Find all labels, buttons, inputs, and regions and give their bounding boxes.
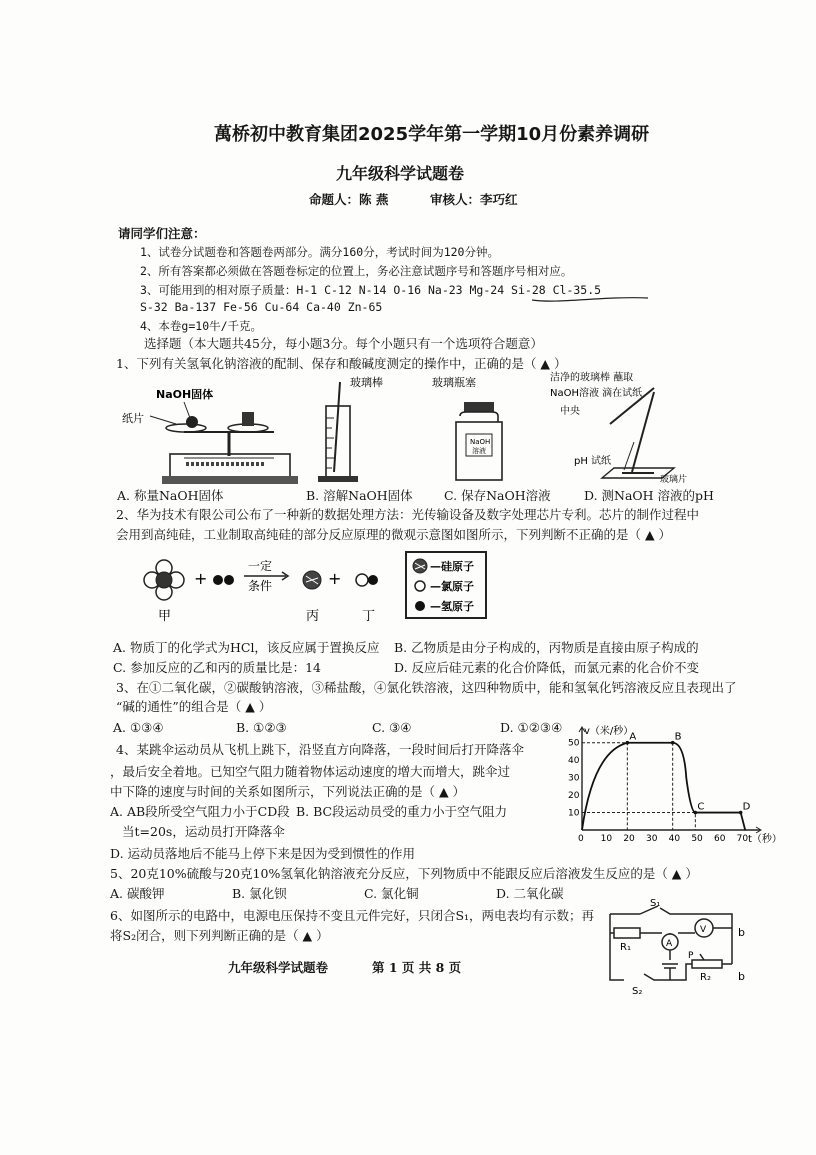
footer-page-number: 第 1 页 共 8 页	[372, 960, 462, 975]
q4-stem-3: 中下降的速度与时间的关系如图所示，下列说法正确的是（ ▲ ）	[110, 784, 466, 799]
q2-option-c: C. 参加反应的乙和丙的质量比是：14	[113, 660, 321, 675]
molecule-bing	[303, 571, 321, 589]
q1-option-d: D. 测NaOH 溶液的pH	[584, 488, 714, 503]
author-label: 命题人：陈 燕	[309, 192, 389, 207]
q3-option-c: C. ③④	[372, 720, 412, 735]
q2-reaction-diagram	[140, 548, 500, 628]
q3-option-b: B. ①②③	[236, 720, 287, 735]
svg-text:+: +	[328, 569, 342, 588]
cylinder-illustration	[318, 382, 358, 482]
clean-rod-label-3: 中央	[560, 406, 580, 417]
x-tick-label: 50	[691, 834, 703, 844]
q3-option-a: A. ①③④	[113, 720, 164, 735]
x-tick-label: 40	[668, 834, 681, 844]
ph-test-illustration	[602, 388, 674, 478]
q2-option-b: B. 乙物质是由分子构成的，丙物质是直接由原子构成的	[394, 640, 699, 655]
guide-a	[582, 743, 627, 830]
notice-item-3: 3、可能用到的相对原子质量：H-1 C-12 N-14 O-16 Na-23 Mg-24 Si-28 Cl-35.5	[140, 283, 602, 297]
notice-item-5: 4、本卷g=10牛/千克。	[140, 319, 263, 333]
y-axis-label: v（米/秒）	[584, 726, 634, 737]
legend-si: —硅原子	[430, 560, 474, 573]
x-tick-label: 30	[646, 834, 658, 844]
point-label-b: B	[674, 731, 682, 743]
footer-paper-name: 九年级科学试题卷	[228, 960, 329, 975]
label-bing: 丙	[306, 609, 320, 624]
q2-stem-2: 会用到高纯硅，工业制取高纯硅的部分反应原理的微观示意图如图所示，下列判断不正确的是（ ▲ ）	[116, 527, 672, 542]
legend-h: —氢原子	[430, 600, 474, 613]
q3-stem-1: 3、在①二氧化碳，②碳酸钠溶液，③稀盐酸，④氯化铁溶液，这四种物质中，能和氢氧化钙溶液反应且表现出了	[116, 680, 737, 695]
q4-stem-2: ，最后安全着地。已知空气阻力随着物体运动速度的增大而增大，跳伞过	[110, 764, 511, 779]
ph-paper-label: pH 试纸	[574, 456, 612, 467]
velocity-time-chart	[562, 724, 782, 845]
label-ding: 丁	[362, 609, 376, 624]
x-tick-label: 10	[600, 834, 613, 844]
q1-option-b: B. 溶解NaOH固体	[306, 488, 413, 503]
handwritten-underline	[530, 294, 650, 306]
q5-option-c: C. 氯化铜	[364, 886, 419, 901]
notice-item-4: S-32 Ba-137 Fe-56 Cu-64 Ca-40 Zn-65	[140, 300, 383, 314]
exam-subtitle: 九年级科学试题卷	[336, 164, 465, 183]
x-tick-label: 20	[623, 834, 635, 844]
y-tick-label: 10	[568, 808, 580, 819]
x-axis-label: t（秒）	[748, 834, 782, 845]
x-tick-label: 70	[736, 834, 749, 844]
point-label-c: C	[697, 801, 705, 813]
q6-stem-2: 将S₂闭合，则下列判断正确的是（ ▲ ）	[110, 928, 329, 943]
exam-title: 萬桥初中教育集团2025学年第一学期10月份素养调研	[214, 124, 650, 145]
circuit-label-b2: b	[738, 970, 745, 983]
glass-rod-label: 玻璃棒	[350, 376, 383, 389]
circuit-label-r2: R₂	[700, 972, 711, 983]
q3-stem-2: “碱的通性”的组合是（ ▲ ）	[116, 699, 272, 714]
guide-c	[582, 813, 695, 830]
clean-rod-label-2: NaOH溶液 滴在试纸	[550, 388, 643, 399]
x-tick-label: 60	[714, 834, 726, 844]
q5-option-a: A. 碳酸钾	[110, 886, 165, 901]
q6-circuit-diagram	[600, 888, 750, 998]
molecule-yi	[213, 575, 234, 585]
bottle-label-1: NaOH	[470, 438, 491, 446]
q1-option-a: A. 称量NaOH固体	[117, 488, 224, 503]
q2-stem-1: 2、华为技术有限公司公布了一种新的数据处理方法：光传输设备及数字处理芯片专利。芯片的制作过程中	[116, 507, 699, 522]
q2-option-d: D. 反应后硅元素的化合价降低，而氯元素的化合价不变	[394, 660, 700, 675]
clean-rod-label-1: 洁净的玻璃棒 蘸取	[550, 372, 634, 384]
balance-illustration	[150, 402, 298, 484]
molecule-ding	[356, 574, 378, 586]
circuit-label-v: V	[700, 925, 707, 935]
q6-stem-1: 6、如图所示的电路中，电源电压保持不变且元件完好，只闭合S₁，两电表均有示数；再	[110, 908, 595, 923]
circuit-label-s2: S₂	[632, 986, 643, 997]
circuit-label-a: A	[666, 939, 673, 949]
notice-heading: 请同学们注意：	[118, 226, 206, 241]
circuit-label-p: P	[688, 951, 694, 961]
circuit-label-b1: b	[738, 926, 745, 939]
y-tick-label: 40	[568, 756, 580, 767]
glass-stopper-label: 玻璃瓶塞	[432, 376, 476, 389]
circuit-label-r1: R₁	[620, 942, 631, 953]
q4-option-b: B. BC段运动员受的重力小于空气阻力	[296, 804, 508, 819]
svg-text:+: +	[194, 569, 208, 588]
molecule-jia	[144, 560, 184, 600]
q3-option-d: D. ①②③④	[500, 720, 563, 735]
q4-option-a: A. AB段所受空气阻力小于CD段	[110, 804, 290, 819]
q1-option-c: C. 保存NaOH溶液	[444, 488, 551, 503]
bottle-label-2: 溶液	[472, 447, 486, 455]
paper-label: 纸片	[122, 412, 144, 425]
notice-item-1: 1、试卷分试题卷和答题卷两部分。满分160分，考试时间为120分钟。	[140, 245, 499, 259]
notice-item-2: 2、所有答案都必须做在答题卷标定的位置上，务必注意试题序号和答题序号相对应。	[140, 264, 573, 278]
y-tick-label: 50	[568, 738, 580, 749]
velocity-curve	[582, 743, 745, 830]
circuit-label-s1: S₁	[650, 898, 661, 909]
legend-cl: —氯原子	[430, 580, 474, 593]
label-jia: 甲	[158, 609, 172, 624]
point-label-a: A	[629, 731, 637, 743]
q4-option-d: D. 运动员落地后不能马上停下来是因为受到惯性的作用	[110, 846, 416, 861]
condition-top: 一定	[248, 559, 273, 573]
q5-option-b: B. 氯化钡	[232, 886, 287, 901]
q5-option-d: D. 二氧化碳	[496, 886, 564, 901]
section-heading: 选择题（本大题共45分，每小题3分。每个小题只有一个选项符合题意）	[144, 336, 543, 351]
reviewer-label: 审核人：李巧红	[430, 192, 518, 207]
q2-option-a: A. 物质丁的化学式为HCl，该反应属于置换反应	[113, 640, 380, 655]
q1-stem: 1、下列有关氢氧化钠溶液的配制、保存和酸碱度测定的操作中，正确的是（ ▲ ）	[116, 356, 567, 371]
y-tick-label: 20	[568, 791, 580, 802]
q1-apparatus-figure	[114, 372, 714, 488]
naoh-solid-label: NaOH固体	[156, 388, 214, 401]
q5-stem: 5、20克10%硫酸与20克10%氢氧化钠溶液充分反应，下列物质中不能跟反应后溶液发生反应的是（ ▲ ）	[110, 866, 698, 881]
x-tick-label: 0	[578, 834, 584, 844]
q4-option-c: 当t=20s，运动员打开降落伞	[122, 824, 285, 839]
point-label-d: D	[742, 801, 751, 813]
y-tick-label: 30	[568, 773, 580, 784]
q4-stem-1: 4、某跳伞运动员从飞机上跳下，沿竖直方向降落，一段时间后打开降落伞	[116, 742, 524, 757]
glass-plate-label: 玻璃片	[660, 475, 688, 485]
condition-bottom: 条件	[248, 579, 273, 593]
